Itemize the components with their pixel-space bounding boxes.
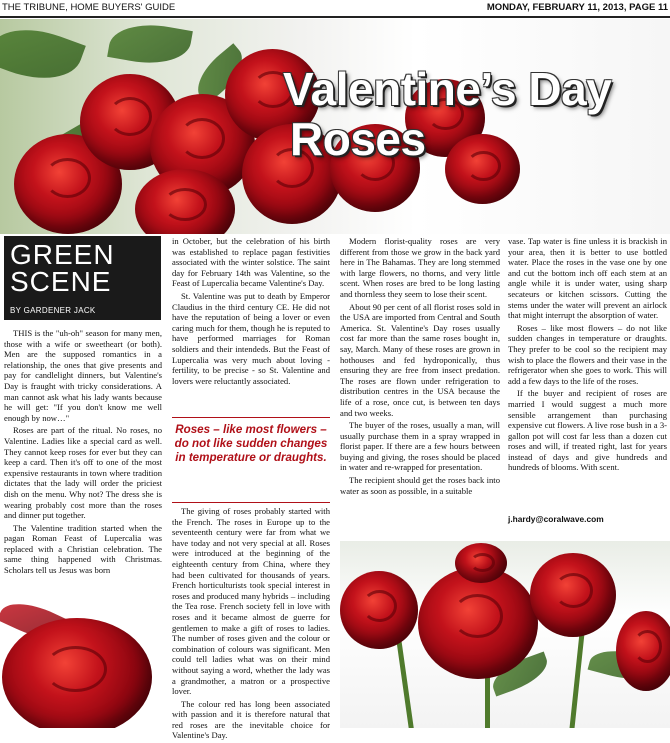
paragraph: If the buyer and recipient of roses are married I would suggest a much more sensible arrangement than purchasing expensive cut flowers. A live rose bush in a 3-gallon pot will cost far less than a dozen cut roses and will, if treated right, last for years instead of days and give hundreds and hundreds of blooms. With scent. bbox=[508, 388, 667, 473]
paragraph: St. Valentine was put to death by Emperor Claudius in the third century CE. He did not have the reputation of being a lover or even caring much for them, though he is reputed to have performed marriages for Roman soldiers and their intendeds. But the Feast of Lupercalia was very much about loving - fertility, to be precise - so St. Valentine and lovers were reluctantly associated. bbox=[172, 290, 330, 386]
roses-bouquet-photo bbox=[340, 541, 670, 728]
issue-date-page: MONDAY, FEBRUARY 11, 2013, PAGE 11 bbox=[486, 2, 668, 13]
rose-bloom bbox=[2, 618, 152, 728]
stem-shape bbox=[569, 621, 585, 728]
pull-quote-text: Roses – like most flowers – do not like sudden changes in temperature or draughts. bbox=[174, 423, 328, 464]
paragraph: Modern florist-quality roses are very different from those we grow in the back yard here in The Bahamas. They are long stemmed with large flowers, no thorns, and very little scent. When roses are bred to be long lasting and thornless they seem to lose their scent. bbox=[340, 236, 500, 299]
paragraph: in October, but the celebration of his birth was established to replace pagan festivities associated with the winter solstice. The saint day for February 14th was Valentine, so the Feast of Lupercalia became Valentine's Day. bbox=[172, 236, 330, 289]
masthead bbox=[0, 0, 670, 18]
rose-bloom bbox=[455, 543, 507, 583]
paragraph: Roses are part of the ritual. No roses, no Valentine. Ladies like a special card as well. They cannot keep roses for ever but they can keep a card. Then it's off to one of the most expensive restaurants in town where tradition dictates that the lady will order the priciest dish on the menu. Why not? The dress she is wearing probably cost more than the roses and dinner put together. bbox=[4, 425, 162, 521]
hero-roses-image bbox=[0, 19, 670, 234]
paragraph: THIS is the "uh-oh" season for many men, those with a wife or sweetheart (or both). Men are the supposed romantics in a relationship, the ones that give presents and pay for candlelight dinners, but Valentine's Day is fraught with tricky considerations. A man cannot ask what his lady wants because he will get: "If you don't know me well enough by now…" bbox=[4, 328, 162, 423]
column-logo-box bbox=[4, 236, 161, 320]
single-rose-photo bbox=[0, 596, 160, 728]
headline-line2: Roses bbox=[290, 113, 426, 165]
headline-line1: Valentine’s Day bbox=[283, 63, 612, 115]
paragraph: The giving of roses probably started with the French. The roses in Europe up to the seventeenth century were far from what we have today and not very special at all. Roses were introduced at the beginning of the eighteenth century from China, where they had been cultivated for thousands of years. French horticulturists took special interest in roses and produced many hybrids – including the Tea rose. French society fell in love with roses and it became almost de guerre for gentlemen to make a gift of roses to ladies. The number of roses given and the colour or combination of colours was significant. Men could tell ladies what was on their mind without saying a word, whether the lady was a grandmother, a matron or a prospective lover. bbox=[172, 506, 330, 697]
leaf-shape bbox=[0, 19, 86, 93]
author-email: j.hardy@coralwave.com bbox=[508, 514, 604, 524]
column-title bbox=[10, 241, 115, 295]
article-column-2-continued bbox=[172, 506, 330, 743]
article-column-1 bbox=[4, 328, 162, 578]
column-title-line2: SCENE bbox=[10, 266, 112, 297]
byline: BY GARDENER JACK bbox=[10, 306, 96, 315]
article-column-2 bbox=[172, 236, 330, 388]
paragraph: About 90 per cent of all florist roses sold in the USA are imported from Central and South America. St. Valentine's Day roses usually cost far more than the same roses bought in, say, March. Many of these roses are grown in hothouses and fed hydroponically, thus ensuring they are free from insect predation. The roses are flown under refrigeration to distribution centres in the USA because the life of a rose, once cut, is between ten days and two weeks. bbox=[340, 301, 500, 418]
paragraph: The colour red has long been associated with passion and it is therefore natural that red roses are the inevitable choice for Valentine's Day. bbox=[172, 698, 330, 741]
leaf-shape bbox=[107, 19, 193, 71]
headline bbox=[283, 64, 611, 164]
rose-bloom bbox=[418, 567, 538, 679]
column-title-line1: GREEN bbox=[10, 239, 115, 270]
paragraph: The Valentine tradition started when the pagan Roman Feast of Lupercalia was replaced with a Christian celebration. The same thing happened with Christmas. Scholars tell us Jesus was born bbox=[4, 522, 162, 576]
article-column-3 bbox=[340, 236, 500, 498]
rose-bloom bbox=[616, 611, 670, 691]
pull-quote bbox=[172, 417, 330, 503]
article-column-4 bbox=[508, 236, 667, 475]
publication-name: THE TRIBUNE, HOME BUYERS' GUIDE bbox=[2, 2, 176, 13]
paragraph: Roses – like most flowers – do not like sudden changes in temperature or draughts. They prefer to be cool so the recipient may wish to place the flowers and their vase in the refrigerator when she goes to work. This will add a few days to the life of the roses. bbox=[508, 322, 667, 386]
rose-bloom bbox=[340, 571, 418, 649]
paragraph: The buyer of the roses, usually a man, will usually purchase them in a spray wrapped in florist paper. If there are a few hours between buying and giving, the roses should be placed in water and re-wrapped for presentation. bbox=[340, 420, 500, 473]
paragraph: The recipient should get the roses back into water as soon as possible, in a suitable bbox=[340, 475, 500, 496]
paragraph: vase. Tap water is fine unless it is brackish in your area, then it is better to use bottled water. Place the roses in the vase one by one and cut the bottom inch off each stem at an angle while it is under water, using sharp secateurs or kitchen scissors. Cutting the stems under the water will prevent an airlock that might interrupt the absorption of water. bbox=[508, 236, 667, 321]
rose-bloom bbox=[530, 553, 616, 637]
